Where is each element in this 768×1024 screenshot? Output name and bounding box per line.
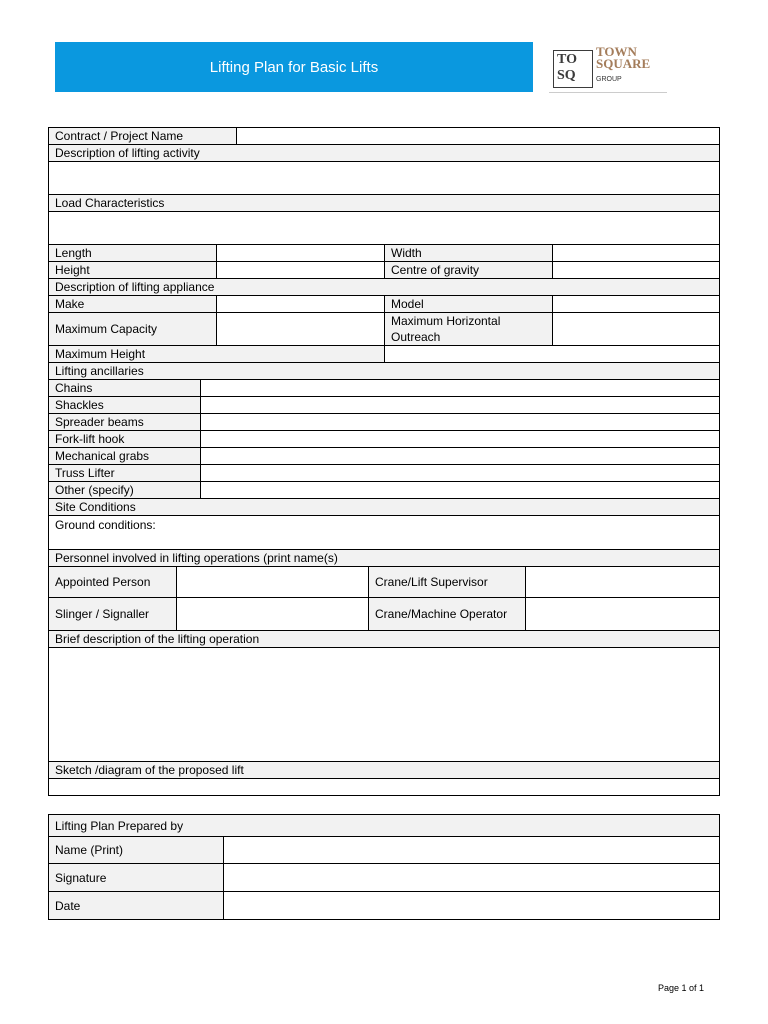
label-appointed-person: Appointed Person (48, 566, 177, 598)
field-truss-lifter[interactable] (200, 464, 720, 482)
label-model: Model (384, 295, 553, 313)
field-signature[interactable] (223, 863, 720, 892)
label-sketch: Sketch /diagram of the proposed lift (48, 761, 720, 779)
label-make: Make (48, 295, 217, 313)
logo-word-square: SQUARE (596, 56, 651, 71)
label-crane-supervisor: Crane/Lift Supervisor (368, 566, 526, 598)
field-contract[interactable] (236, 127, 720, 145)
document-title-banner (55, 42, 533, 92)
label-date: Date (48, 891, 224, 920)
field-name-print[interactable] (223, 836, 720, 864)
document-title: Lifting Plan for Basic Lifts (209, 58, 379, 76)
label-slinger-signaller: Slinger / Signaller (48, 597, 177, 631)
label-truss-lifter: Truss Lifter (48, 464, 201, 482)
label-width: Width (384, 244, 553, 262)
label-max-capacity: Maximum Capacity (48, 312, 217, 346)
field-date[interactable] (223, 891, 720, 920)
label-max-outreach: Maximum Horizontal Outreach (384, 312, 553, 346)
label-appliance: Description of lifting appliance (48, 278, 720, 296)
field-length[interactable] (216, 244, 385, 262)
page-number: Page 1 of 1 (658, 983, 705, 993)
label-description: Description of lifting activity (48, 144, 720, 162)
field-forklift-hook[interactable] (200, 430, 720, 448)
field-shackles[interactable] (200, 396, 720, 414)
logo-letters-bottom: SQ (557, 68, 576, 83)
field-other[interactable] (200, 481, 720, 499)
field-mechanical-grabs[interactable] (200, 447, 720, 465)
label-load: Load Characteristics (48, 194, 720, 212)
field-sketch[interactable] (48, 778, 720, 796)
field-load[interactable] (48, 211, 720, 245)
label-spreader-beams: Spreader beams (48, 413, 201, 431)
label-other: Other (specify) (48, 481, 201, 499)
field-max-outreach[interactable] (552, 312, 720, 346)
label-forklift-hook: Fork-lift hook (48, 430, 201, 448)
town-square-logo (549, 42, 667, 93)
logo-wordmark (596, 46, 650, 70)
field-appointed-person[interactable] (176, 566, 369, 598)
label-length: Length (48, 244, 217, 262)
field-crane-operator[interactable] (525, 597, 720, 631)
label-crane-operator: Crane/Machine Operator (368, 597, 526, 631)
logo-word-town: TOWN (596, 44, 637, 59)
field-max-height[interactable] (384, 345, 720, 363)
field-width[interactable] (552, 244, 720, 262)
field-chains[interactable] (200, 379, 720, 397)
label-prepared-by: Lifting Plan Prepared by (48, 814, 720, 837)
field-make[interactable] (216, 295, 385, 313)
label-ancillaries: Lifting ancillaries (48, 362, 720, 380)
label-site-conditions: Site Conditions (48, 498, 720, 516)
field-max-capacity[interactable] (216, 312, 385, 346)
label-chains: Chains (48, 379, 201, 397)
label-personnel: Personnel involved in lifting operations (print name(s) (48, 549, 720, 567)
label-height: Height (48, 261, 217, 279)
logo-group-text: GROUP (596, 76, 622, 83)
field-slinger-signaller[interactable] (176, 597, 369, 631)
logo-monogram (553, 50, 593, 88)
label-mechanical-grabs: Mechanical grabs (48, 447, 201, 465)
label-contract: Contract / Project Name (48, 127, 237, 145)
field-brief-description[interactable] (48, 647, 720, 762)
logo-letters-top: TO (557, 52, 577, 67)
field-description[interactable] (48, 161, 720, 195)
label-name-print: Name (Print) (48, 836, 224, 864)
field-model[interactable] (552, 295, 720, 313)
label-centre-of-gravity: Centre of gravity (384, 261, 553, 279)
field-centre-of-gravity[interactable] (552, 261, 720, 279)
label-brief-description: Brief description of the lifting operation (48, 630, 720, 648)
field-ground-conditions[interactable]: Ground conditions: (48, 515, 720, 550)
field-height[interactable] (216, 261, 385, 279)
field-spreader-beams[interactable] (200, 413, 720, 431)
label-signature: Signature (48, 863, 224, 892)
field-crane-supervisor[interactable] (525, 566, 720, 598)
label-shackles: Shackles (48, 396, 201, 414)
label-max-height: Maximum Height (48, 345, 385, 363)
